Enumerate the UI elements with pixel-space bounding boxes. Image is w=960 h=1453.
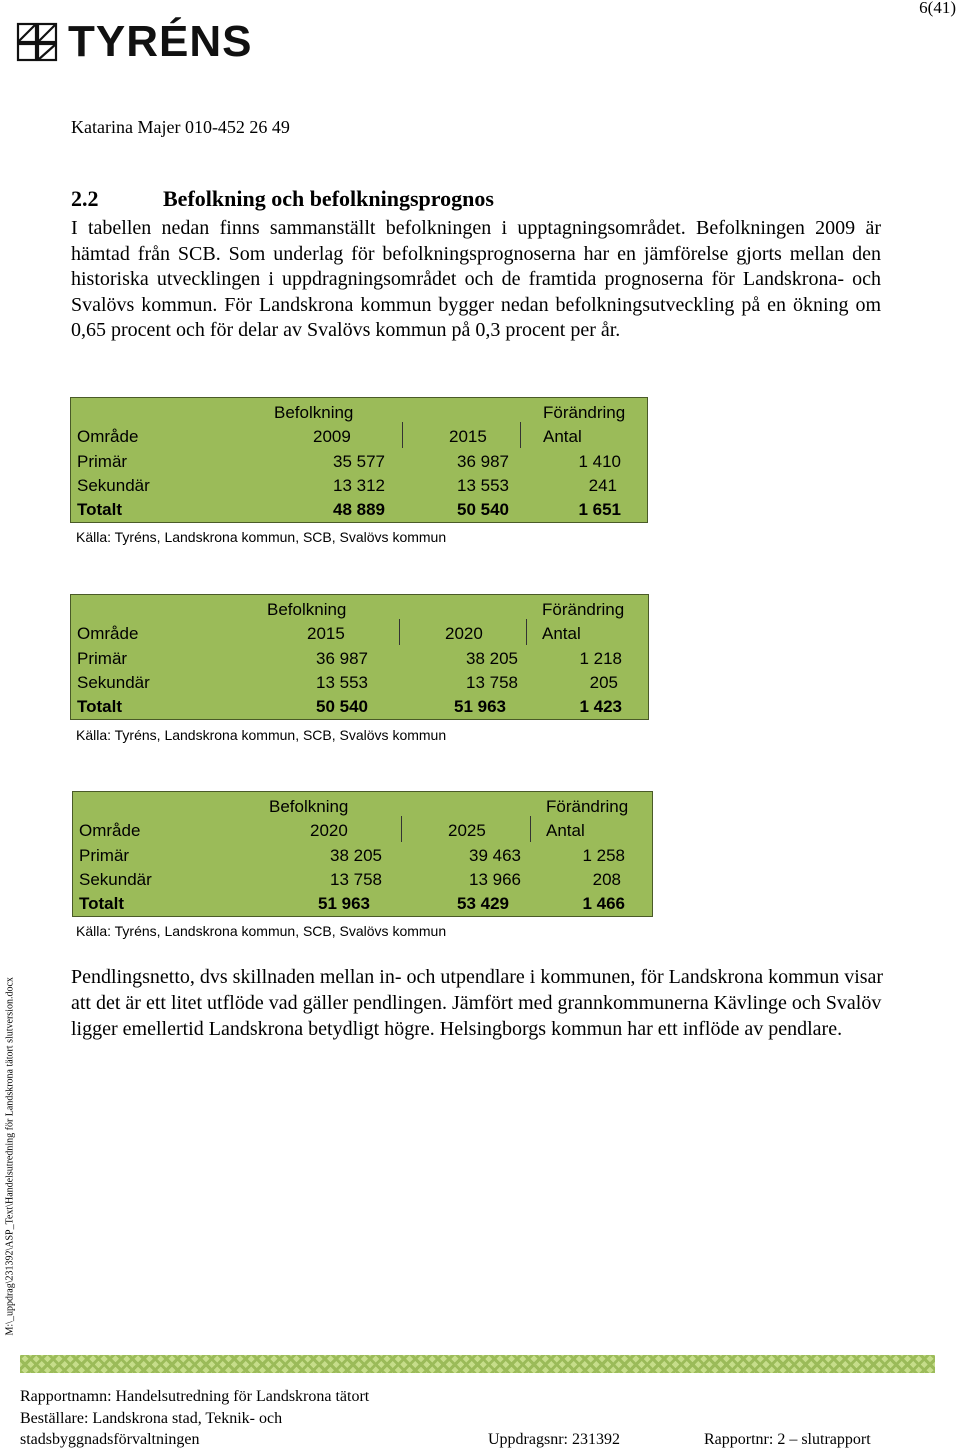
page-number: 6(41) (919, 0, 956, 17)
column-divider (530, 816, 531, 842)
row-label: Sekundär (79, 870, 152, 889)
header-forandring: Förändring (542, 600, 625, 619)
row-label: Primär (77, 452, 128, 471)
header-befolkning: Befolkning (267, 600, 347, 619)
footer-client-line1: Beställare: Landskrona stad, Teknik- och (20, 1410, 283, 1427)
row-value-y1: 51 963 (318, 894, 370, 913)
commuting-paragraph: Pendlingsnetto, dvs skillnaden mellan in- och utpendlare i kommunen, för Landskrona kommun visar att det är ett litet utflöde vad gäller pendlingen. Jämfört med grannkommunerna Kävlinge och Svalöv ligger emellertid Landskrona betydligt högre. Helsingborgs kommun har ett inflöde av pendlare. (71, 966, 884, 1040)
row-value-y2: 53 429 (457, 894, 509, 913)
row-value-change: 1 218 (579, 649, 622, 668)
row-value-change: 208 (592, 870, 621, 889)
row-value-change: 1 410 (578, 452, 621, 471)
header-antal: Antal (543, 427, 582, 446)
table-source: Källa: Tyréns, Landskrona kommun, SCB, Svalövs kommun (76, 529, 447, 545)
column-divider (402, 422, 403, 448)
row-label-total: Totalt (77, 697, 123, 716)
population-table-3 (72, 791, 653, 917)
header-forandring: Förändring (546, 797, 629, 816)
section-number: 2.2 (71, 186, 99, 211)
row-value-y1: 13 312 (333, 476, 385, 495)
column-divider (526, 619, 527, 645)
column-divider (520, 422, 521, 448)
row-value-y2: 39 463 (469, 846, 521, 865)
table-source: Källa: Tyréns, Landskrona kommun, SCB, Svalövs kommun (76, 923, 447, 939)
footer-pattern-band (20, 1355, 935, 1373)
row-value-y1: 13 553 (316, 673, 368, 692)
author-line: Katarina Majer 010-452 26 49 (71, 117, 290, 137)
row-value-y2: 36 987 (457, 452, 509, 471)
row-label: Sekundär (77, 476, 150, 495)
tyrens-logo-icon (16, 22, 60, 62)
row-value-change: 205 (589, 673, 618, 692)
header-omrade: Område (79, 821, 141, 840)
tyrens-logo (16, 17, 253, 66)
header-year-1: 2020 (310, 821, 348, 840)
header-year-2: 2025 (448, 821, 486, 840)
row-value-y2: 13 966 (469, 870, 521, 889)
header-omrade: Område (77, 427, 139, 446)
row-value-y1: 36 987 (316, 649, 368, 668)
row-value-y1: 35 577 (333, 452, 385, 471)
row-value-y2: 13 553 (457, 476, 509, 495)
row-label: Primär (77, 649, 128, 668)
header-omrade: Område (77, 624, 139, 643)
row-label-total: Totalt (79, 894, 125, 913)
row-value-y2: 38 205 (466, 649, 518, 668)
header-antal: Antal (546, 821, 585, 840)
row-value-y1: 13 758 (330, 870, 382, 889)
header-forandring: Förändring (543, 403, 626, 422)
intro-paragraph: I tabellen nedan finns sammanställt befolkningen i upptagningsområdet. Befolkningen 2009 är hämtad från SCB. Som underlag för befolkningsprognoserna har en jämförelse gjorts mellan den historiska utvecklingen i uppdragningsområdet och de framtida prognoserna för Landskrona- och Svalövs kommun. För Landskrona kommun bygger nedan befolkningsutveckling på en ökning om 0,65 procent och för delar av Svalövs kommun på 0,3 procent per år. (71, 217, 881, 342)
header-year-1: 2009 (313, 427, 351, 446)
footer-assignment-number: Uppdragsnr: 231392 (488, 1431, 620, 1448)
row-value-y1: 48 889 (333, 500, 385, 519)
row-value-change: 1 651 (578, 500, 621, 519)
population-table-2 (70, 594, 649, 720)
row-value-y1: 50 540 (316, 697, 368, 716)
row-value-change: 1 466 (582, 894, 625, 913)
document-path: M:\_uppdrag\231392\ASP_Text\Handelsutredning för Landskrona tätort slutversion.docx (4, 977, 16, 1336)
row-value-y2: 13 758 (466, 673, 518, 692)
row-value-change: 241 (588, 476, 617, 495)
row-value-y2: 51 963 (454, 697, 506, 716)
row-value-y1: 38 205 (330, 846, 382, 865)
footer-report-name: Rapportnamn: Handelsutredning för Landskrona tätort (20, 1388, 370, 1405)
section-heading (71, 186, 494, 212)
row-label-total: Totalt (77, 500, 123, 519)
row-value-change: 1 258 (582, 846, 625, 865)
population-table-1 (70, 397, 648, 523)
header-befolkning: Befolkning (274, 403, 354, 422)
row-label: Sekundär (77, 673, 150, 692)
header-year-2: 2020 (445, 624, 483, 643)
section-title: Befolkning och befolkningsprognos (163, 186, 494, 211)
row-value-y2: 50 540 (457, 500, 509, 519)
header-year-1: 2015 (307, 624, 345, 643)
header-befolkning: Befolkning (269, 797, 349, 816)
footer-report-number: Rapportnr: 2 – slutrapport (704, 1431, 871, 1448)
header-year-2: 2015 (449, 427, 487, 446)
row-value-change: 1 423 (579, 697, 622, 716)
logo-wordmark: TYRÉNS (68, 17, 253, 66)
column-divider (399, 619, 400, 645)
header-antal: Antal (542, 624, 581, 643)
table-source: Källa: Tyréns, Landskrona kommun, SCB, Svalövs kommun (76, 727, 447, 743)
row-label: Primär (79, 846, 130, 865)
footer-client-line2: stadsbyggnadsförvaltningen (20, 1431, 200, 1448)
column-divider (401, 816, 402, 842)
